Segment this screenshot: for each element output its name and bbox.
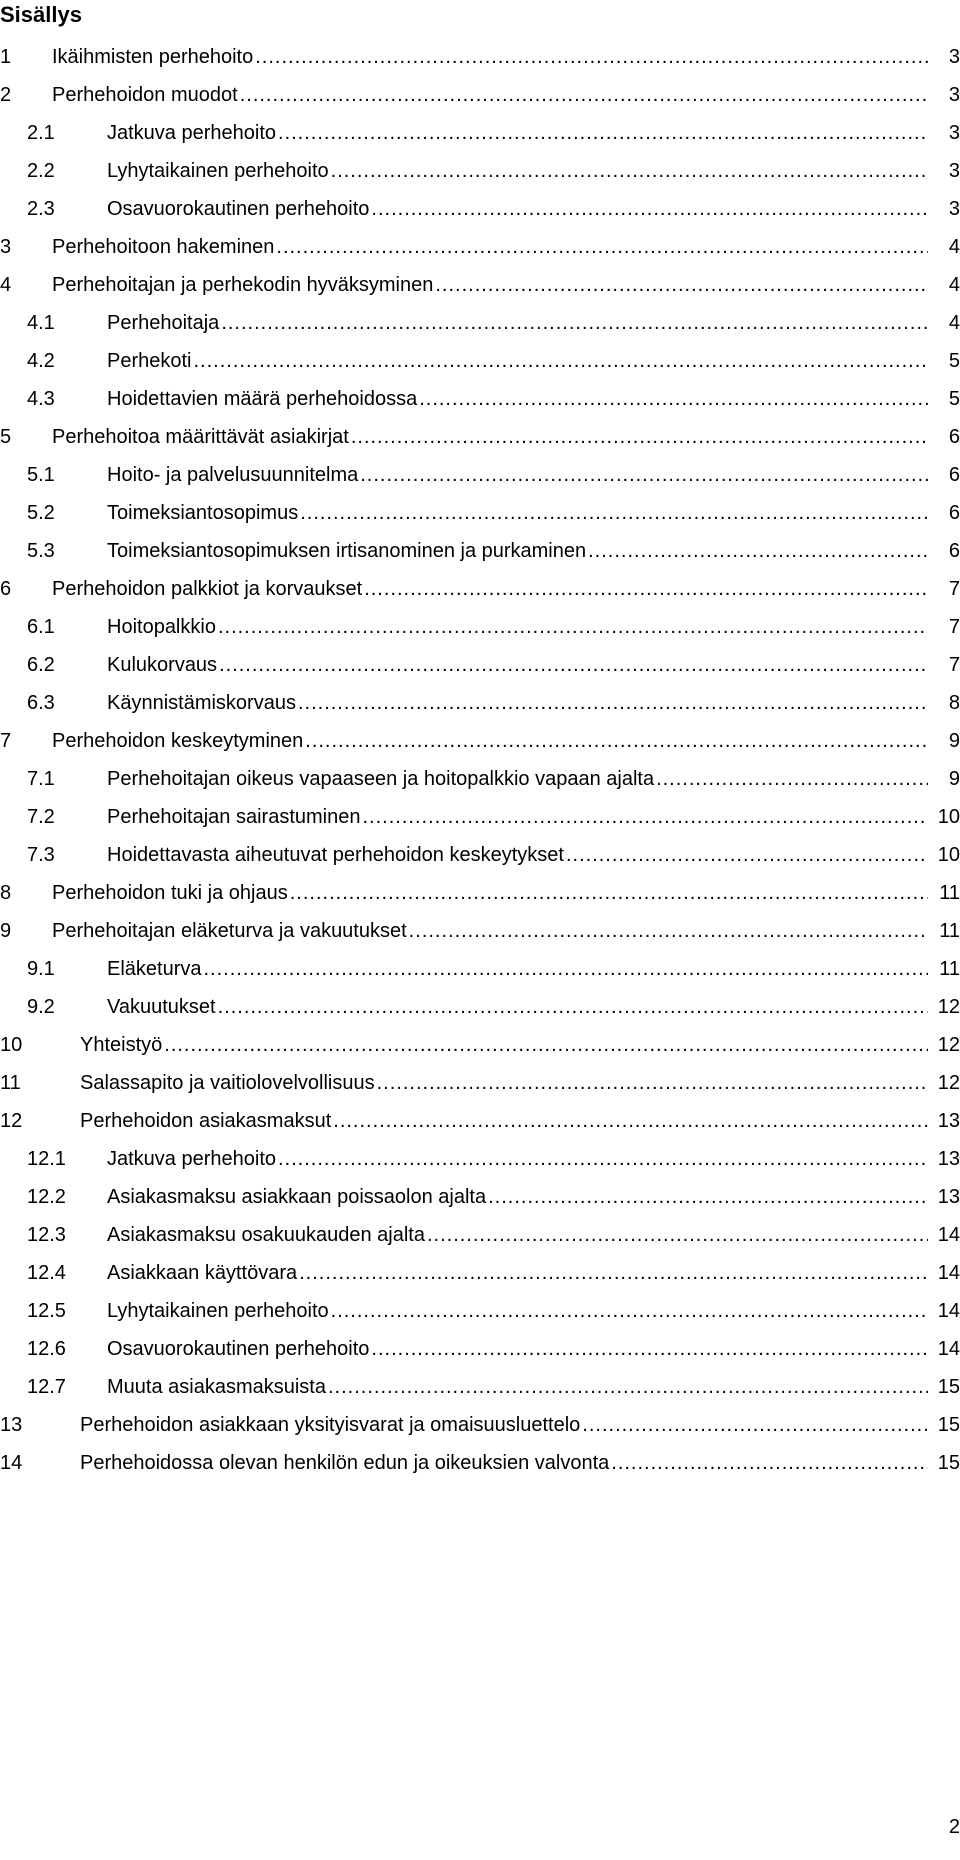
toc-leader-dots (331, 1292, 928, 1330)
toc-entry-number: 8 (0, 882, 12, 904)
toc-entry[interactable] (0, 1140, 960, 1178)
toc-entry-page: 4 (948, 274, 960, 296)
toc-entry[interactable] (0, 836, 960, 874)
toc-leader-dots (298, 684, 928, 722)
toc-entry[interactable] (0, 1368, 960, 1406)
toc-leader-dots (360, 456, 928, 494)
toc-entry[interactable] (0, 1216, 960, 1254)
toc-entry-number: 4.2 (27, 350, 55, 372)
toc-entry[interactable] (0, 418, 960, 456)
toc-leader-dots (364, 570, 928, 608)
toc-leader-dots (435, 266, 928, 304)
toc-entry[interactable] (0, 1406, 960, 1444)
toc-entry-page: 4 (948, 236, 960, 258)
toc-entry[interactable] (0, 1444, 960, 1482)
toc-leader-dots (371, 1330, 928, 1368)
toc-entry-number: 4.3 (27, 388, 55, 410)
toc-entry-number: 5.3 (27, 540, 55, 562)
toc-entry[interactable] (0, 380, 960, 418)
table-of-contents (0, 38, 960, 1482)
toc-entry-title: Perhehoitajan sairastuminen (107, 806, 361, 828)
toc-leader-dots (219, 646, 928, 684)
toc-entry-number: 12.2 (27, 1186, 66, 1208)
toc-entry[interactable] (0, 152, 960, 190)
toc-entry-page: 12 (937, 1072, 960, 1094)
toc-entry-title: Lyhytaikainen perhehoito (107, 1300, 329, 1322)
toc-entry[interactable] (0, 456, 960, 494)
toc-leader-dots (194, 342, 929, 380)
toc-entry-title: Perhehoitajan oikeus vapaaseen ja hoitopalkkio vapaan ajalta (107, 768, 655, 790)
toc-leader-dots (290, 874, 928, 912)
toc-entry[interactable] (0, 494, 960, 532)
toc-leader-dots (363, 798, 929, 836)
toc-leader-dots (278, 1140, 928, 1178)
toc-entry-number: 4.1 (27, 312, 55, 334)
toc-entry[interactable] (0, 114, 960, 152)
toc-entry[interactable] (0, 76, 960, 114)
toc-leader-dots (300, 494, 928, 532)
toc-leader-dots (566, 836, 928, 874)
toc-entry-page: 3 (948, 160, 960, 182)
toc-entry-number: 7.2 (27, 806, 55, 828)
toc-entry-title: Perhehoidon keskeytyminen (52, 730, 304, 752)
toc-entry-page: 11 (939, 958, 960, 980)
toc-leader-dots (328, 1368, 928, 1406)
toc-entry-number: 6 (0, 578, 12, 600)
toc-entry-page: 7 (948, 578, 960, 600)
toc-entry-page: 5 (948, 388, 960, 410)
toc-leader-dots (278, 114, 928, 152)
toc-entry-page: 13 (937, 1148, 960, 1170)
toc-entry[interactable] (0, 342, 960, 380)
toc-entry[interactable] (0, 950, 960, 988)
toc-entry[interactable] (0, 798, 960, 836)
toc-entry-number: 12.4 (27, 1262, 66, 1284)
toc-entry-title: Käynnistämiskorvaus (107, 692, 296, 714)
toc-entry-page: 14 (937, 1338, 960, 1360)
toc-leader-dots (656, 760, 928, 798)
toc-entry-page: 3 (948, 84, 960, 106)
toc-leader-dots (488, 1178, 928, 1216)
toc-entry[interactable] (0, 304, 960, 342)
toc-entry-page: 7 (948, 616, 960, 638)
toc-entry[interactable] (0, 1102, 960, 1140)
toc-entry-title: Eläketurva (107, 958, 202, 980)
toc-leader-dots (240, 76, 928, 114)
toc-entry-title: Hoitopalkkio (107, 616, 216, 638)
toc-entry-title: Kulukorvaus (107, 654, 218, 676)
toc-entry[interactable] (0, 1254, 960, 1292)
toc-entry-page: 12 (937, 1034, 960, 1056)
toc-entry-page: 14 (937, 1262, 960, 1284)
toc-leader-dots (331, 152, 928, 190)
toc-entry-title: Jatkuva perhehoito (107, 1148, 277, 1170)
toc-entry-number: 14 (0, 1452, 23, 1474)
toc-entry[interactable] (0, 228, 960, 266)
toc-entry-number: 7 (0, 730, 12, 752)
toc-entry[interactable] (0, 1292, 960, 1330)
toc-entry-number: 6.2 (27, 654, 55, 676)
toc-entry-number: 12.7 (27, 1376, 66, 1398)
toc-leader-dots (419, 380, 928, 418)
page-number: 2 (948, 1816, 960, 1838)
toc-entry-title: Perhehoidon asiakasmaksut (80, 1110, 332, 1132)
toc-entry-title: Osavuorokautinen perhehoito (107, 1338, 370, 1360)
toc-entry-number: 10 (0, 1034, 23, 1056)
toc-entry-page: 13 (937, 1110, 960, 1132)
toc-entry-title: Yhteistyö (80, 1034, 163, 1056)
toc-entry-number: 6.3 (27, 692, 55, 714)
toc-entry-page: 13 (937, 1186, 960, 1208)
toc-entry-page: 6 (948, 464, 960, 486)
toc-entry[interactable] (0, 988, 960, 1026)
toc-entry-page: 15 (937, 1376, 960, 1398)
toc-entry-page: 6 (948, 426, 960, 448)
toc-entry[interactable] (0, 646, 960, 684)
toc-entry-number: 9.2 (27, 996, 55, 1018)
toc-leader-dots (299, 1254, 928, 1292)
toc-entry-title: Perhehoitajan ja perhekodin hyväksyminen (52, 274, 434, 296)
toc-entry-page: 15 (937, 1452, 960, 1474)
toc-entry-number: 5.1 (27, 464, 55, 486)
toc-entry-page: 10 (937, 806, 960, 828)
toc-entry-title: Salassapito ja vaitiolovelvollisuus (80, 1072, 375, 1094)
toc-leader-dots (351, 418, 928, 456)
toc-entry-title: Hoidettavasta aiheutuvat perhehoidon keskeytykset (107, 844, 564, 866)
toc-entry-title: Perhehoitaja (107, 312, 220, 334)
toc-entry-title: Muuta asiakasmaksuista (107, 1376, 326, 1398)
toc-entry-title: Perhehoitoa määrittävät asiakirjat (52, 426, 349, 448)
toc-leader-dots (305, 722, 928, 760)
toc-entry[interactable] (0, 608, 960, 646)
toc-entry-page: 3 (948, 198, 960, 220)
toc-entry-title: Ikäihmisten perhehoito (52, 46, 254, 68)
toc-entry-page: 3 (948, 46, 960, 68)
toc-entry-page: 8 (948, 692, 960, 714)
toc-leader-dots (276, 228, 928, 266)
toc-entry-page: 9 (948, 730, 960, 752)
toc-entry-title: Asiakasmaksu asiakkaan poissaolon ajalta (107, 1186, 487, 1208)
toc-entry-title: Jatkuva perhehoito (107, 122, 277, 144)
toc-entry-number: 7.3 (27, 844, 55, 866)
toc-entry-page: 14 (937, 1300, 960, 1322)
toc-entry-number: 11 (0, 1072, 21, 1094)
toc-entry-title: Osavuorokautinen perhehoito (107, 198, 370, 220)
toc-entry-number: 12.5 (27, 1300, 66, 1322)
toc-entry-number: 12.3 (27, 1224, 66, 1246)
toc-leader-dots (218, 608, 928, 646)
toc-entry-number: 2.1 (27, 122, 55, 144)
toc-entry-title: Perhehoidon asiakkaan yksityisvarat ja omaisuusluettelo (80, 1414, 581, 1436)
toc-entry-title: Lyhytaikainen perhehoito (107, 160, 329, 182)
toc-entry-title: Perhehoitajan eläketurva ja vakuutukset (52, 920, 407, 942)
toc-entry[interactable] (0, 1178, 960, 1216)
toc-entry[interactable] (0, 722, 960, 760)
toc-entry-title: Vakuutukset (107, 996, 216, 1018)
toc-entry-number: 9 (0, 920, 12, 942)
toc-entry-number: 5.2 (27, 502, 55, 524)
toc-entry-page: 9 (948, 768, 960, 790)
toc-entry-number: 12.1 (27, 1148, 66, 1170)
toc-entry[interactable] (0, 38, 960, 76)
toc-entry[interactable] (0, 1026, 960, 1064)
toc-leader-dots (333, 1102, 928, 1140)
toc-entry[interactable] (0, 684, 960, 722)
toc-entry-title: Perhehoidon muodot (52, 84, 238, 106)
toc-leader-dots (255, 38, 928, 76)
toc-entry[interactable] (0, 874, 960, 912)
toc-entry[interactable] (0, 570, 960, 608)
toc-entry-title: Perhehoidon tuki ja ohjaus (52, 882, 288, 904)
toc-leader-dots (409, 912, 928, 950)
toc-entry-number: 3 (0, 236, 12, 258)
toc-entry-page: 4 (948, 312, 960, 334)
toc-entry-number: 12.6 (27, 1338, 66, 1360)
toc-entry-page: 3 (948, 122, 960, 144)
toc-entry-number: 6.1 (27, 616, 55, 638)
toc-leader-dots (377, 1064, 928, 1102)
toc-entry-number: 13 (0, 1414, 23, 1436)
toc-entry[interactable] (0, 190, 960, 228)
toc-entry-number: 7.1 (27, 768, 55, 790)
toc-entry-number: 2.2 (27, 160, 55, 182)
toc-leader-dots (611, 1444, 928, 1482)
toc-entry-page: 11 (939, 920, 960, 942)
toc-entry-title: Asiakasmaksu osakuukauden ajalta (107, 1224, 425, 1246)
toc-entry-page: 6 (948, 502, 960, 524)
toc-entry-page: 10 (937, 844, 960, 866)
toc-entry-page: 15 (937, 1414, 960, 1436)
toc-entry[interactable] (0, 1064, 960, 1102)
toc-leader-dots (588, 532, 928, 570)
toc-leader-dots (218, 988, 928, 1026)
toc-entry-title: Hoidettavien määrä perhehoidossa (107, 388, 418, 410)
toc-entry-title: Perhehoitoon hakeminen (52, 236, 275, 258)
toc-leader-dots (164, 1026, 928, 1064)
toc-entry[interactable] (0, 760, 960, 798)
toc-entry-page: 6 (948, 540, 960, 562)
toc-leader-dots (427, 1216, 928, 1254)
toc-entry-title: Toimeksiantosopimuksen irtisanominen ja purkaminen (107, 540, 587, 562)
toc-entry-number: 2.3 (27, 198, 55, 220)
toc-entry-page: 5 (948, 350, 960, 372)
toc-heading: Sisällys (0, 2, 82, 27)
toc-entry-page: 7 (948, 654, 960, 676)
toc-entry[interactable] (0, 912, 960, 950)
toc-entry-title: Hoito- ja palvelusuunnitelma (107, 464, 359, 486)
toc-entry-number: 2 (0, 84, 12, 106)
toc-entry-number: 12 (0, 1110, 23, 1132)
toc-entry[interactable] (0, 1330, 960, 1368)
toc-entry-page: 11 (939, 882, 960, 904)
toc-leader-dots (371, 190, 928, 228)
toc-leader-dots (221, 304, 928, 342)
toc-entry[interactable] (0, 266, 960, 304)
toc-entry-number: 1 (0, 46, 12, 68)
toc-entry-title: Perhehoidossa olevan henkilön edun ja oikeuksien valvonta (80, 1452, 610, 1474)
toc-leader-dots (204, 950, 929, 988)
toc-entry-title: Perhekoti (107, 350, 192, 372)
toc-leader-dots (582, 1406, 928, 1444)
toc-entry-page: 14 (937, 1224, 960, 1246)
toc-entry-page: 12 (937, 996, 960, 1018)
toc-entry-title: Toimeksiantosopimus (107, 502, 299, 524)
toc-entry-number: 4 (0, 274, 12, 296)
toc-entry-title: Perhehoidon palkkiot ja korvaukset (52, 578, 363, 600)
toc-entry-number: 5 (0, 426, 12, 448)
toc-entry[interactable] (0, 532, 960, 570)
toc-entry-number: 9.1 (27, 958, 55, 980)
toc-entry-title: Asiakkaan käyttövara (107, 1262, 298, 1284)
